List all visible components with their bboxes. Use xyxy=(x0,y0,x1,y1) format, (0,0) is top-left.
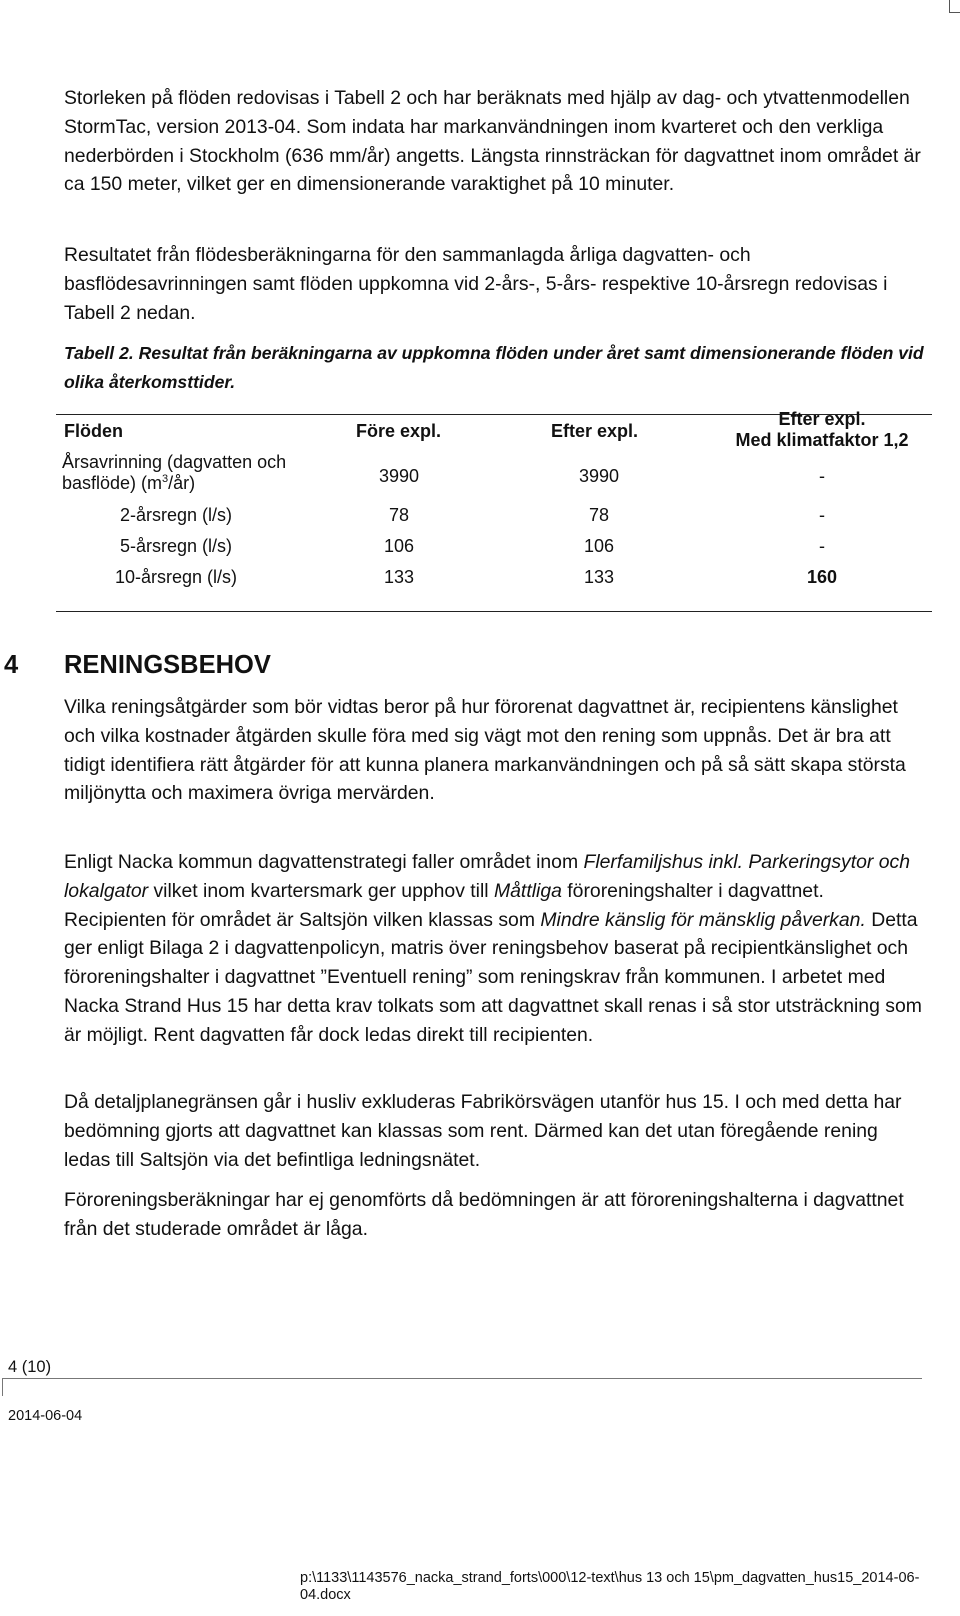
row-arsavrinning-before: 3990 xyxy=(378,466,420,486)
intro-paragraph-1: Storleken på flöden redovisas i Tabell 2 och har beräknats med hjälp av dag- och ytvattenmodellen StormTac, version 2013-04. Som indata har markanvändningen inom kvarteret och den verkliga nederbörden i Stockholm (636 mm/år) angetts. Längsta rinnsträckan för dagvattnet inom området är ca 150 meter, vilket ger en dimensionerande varaktighet på 10 minuter. xyxy=(64,87,921,196)
row-5arsregn-after: 106 xyxy=(583,536,615,556)
header-fore-expl: Före expl. xyxy=(356,421,442,441)
table-caption: Tabell 2. Resultat från beräkningarna av uppkomna flöden under året samt dimensionerande flöden vid olika återkomsttider. xyxy=(64,343,924,392)
row-2arsregn-climate: - xyxy=(819,505,825,525)
footer-divider xyxy=(2,1378,922,1379)
italic-mindre-kanslig: Mindre känslig för mänsklig påverkan. xyxy=(540,908,866,931)
row-10arsregn-before: 133 xyxy=(383,567,415,587)
row-arsavrinning-climate: - xyxy=(819,466,825,486)
header-efter-expl-climate xyxy=(716,409,928,451)
row-2arsregn-before: 78 xyxy=(388,505,410,525)
paragraph-dagvattenstrategi: Enligt Nacka kommun dagvattenstrategi faller området inom Flerfamiljshus inkl. Parkeringsytor och lokalgator vilket inom kvartersmark ger upphov till Måttliga föroreningshalter i dagvattnet. Recipienten för området är Saltsjön vilken klassas som Mindre känslig för mänsklig påverkan. Detta ger enligt Bilaga 2 i dagvattenpolicyn, matris över reningsbehov baserat på recipientkänslighet och föroreningshalter i dagvattnet ”Eventuell rening” som reningskrav från kommunen. I arbetet med Nacka Strand Hus 15 har detta krav tolkats som att dagvattnet skall renas i så stor utsträckning som är möjligt. Rent dagvatten får dock ledas direkt till recipienten. xyxy=(64,851,922,1046)
section-title: RENINGSBEHOV xyxy=(64,651,271,679)
page-corner-mark xyxy=(949,0,960,13)
section-number: 4 xyxy=(4,651,19,679)
results-table xyxy=(56,409,932,612)
italic-mattliga: Måttliga xyxy=(494,879,562,902)
table-bottom-rule xyxy=(56,611,932,612)
footer-file-path: p:\1133\1143576_nacka_strand_forts\000\12-text\hus 13 och 15\pm_dagvatten_hus15_2014-06-04.docx xyxy=(300,1570,920,1603)
paragraph-fororeningsberakningar: Föroreningsberäkningar har ej genomförts då bedömningen är att föroreningshalterna i dagvattnet från det studerade området är låga. xyxy=(64,1189,904,1240)
header-floden: Flöden xyxy=(64,421,123,441)
intro-paragraph-2: Resultatet från flödesberäkningarna för den sammanlagda årliga dagvatten- och basflödesavrinningen samt flöden uppkomna vid 2-års-, 5-års- respektive 10-årsregn redovisas i Tabell 2 nedan. xyxy=(64,244,888,324)
row-arsavrinning-after: 3990 xyxy=(578,466,620,486)
header-efter-expl: Efter expl. xyxy=(551,421,639,441)
row-5arsregn-climate: - xyxy=(819,536,825,556)
footer-divider-tick xyxy=(2,1378,3,1396)
row-2arsregn-label: 2-årsregn (l/s) xyxy=(119,505,233,525)
row-5arsregn-label: 5-årsregn (l/s) xyxy=(119,536,233,556)
footer-date: 2014-06-04 xyxy=(8,1408,83,1424)
paragraph-detaljplanegransen: Då detaljplanegränsen går i husliv exkluderas Fabrikörsvägen utanför hus 15. I och med detta har bedömning gjorts att dagvattnet kan klassas som rent. Därmed kan det utan föregående rening ledas till Saltsjön via det befintliga ledningsnätet. xyxy=(64,1091,902,1171)
header-efter-expl-line1: Efter expl. xyxy=(778,409,866,429)
row-2arsregn-after: 78 xyxy=(588,505,610,525)
page-number: 4 (10) xyxy=(8,1358,52,1376)
paragraph-reningsatgarder: Vilka reningsåtgärder som bör vidtas beror på hur förorenat dagvattnet är, recipientens känslighet och vilka kostnader åtgärden skulle föra med sig vägt mot den rening som uppnås. Det är bra att tidigt identifiera rätt åtgärder för att kunna planera markanvändningen och på så sätt skapa största miljönytta och maximera övriga mervärden. xyxy=(64,696,906,805)
header-climate-factor: Med klimatfaktor 1,2 xyxy=(735,430,909,450)
row-10arsregn-climate: 160 xyxy=(806,567,838,587)
row-10arsregn-after: 133 xyxy=(583,567,615,587)
italic-flerfamiljshus: Flerfamiljshus inkl. Parkeringsytor och lokalgator xyxy=(64,851,911,902)
row-10arsregn-label: 10-årsregn (l/s) xyxy=(114,567,238,587)
row-arsavrinning-label: Årsavrinning (dagvatten och basflöde) $(m^3/år)$ xyxy=(62,452,287,493)
row-5arsregn-before: 106 xyxy=(383,536,415,556)
